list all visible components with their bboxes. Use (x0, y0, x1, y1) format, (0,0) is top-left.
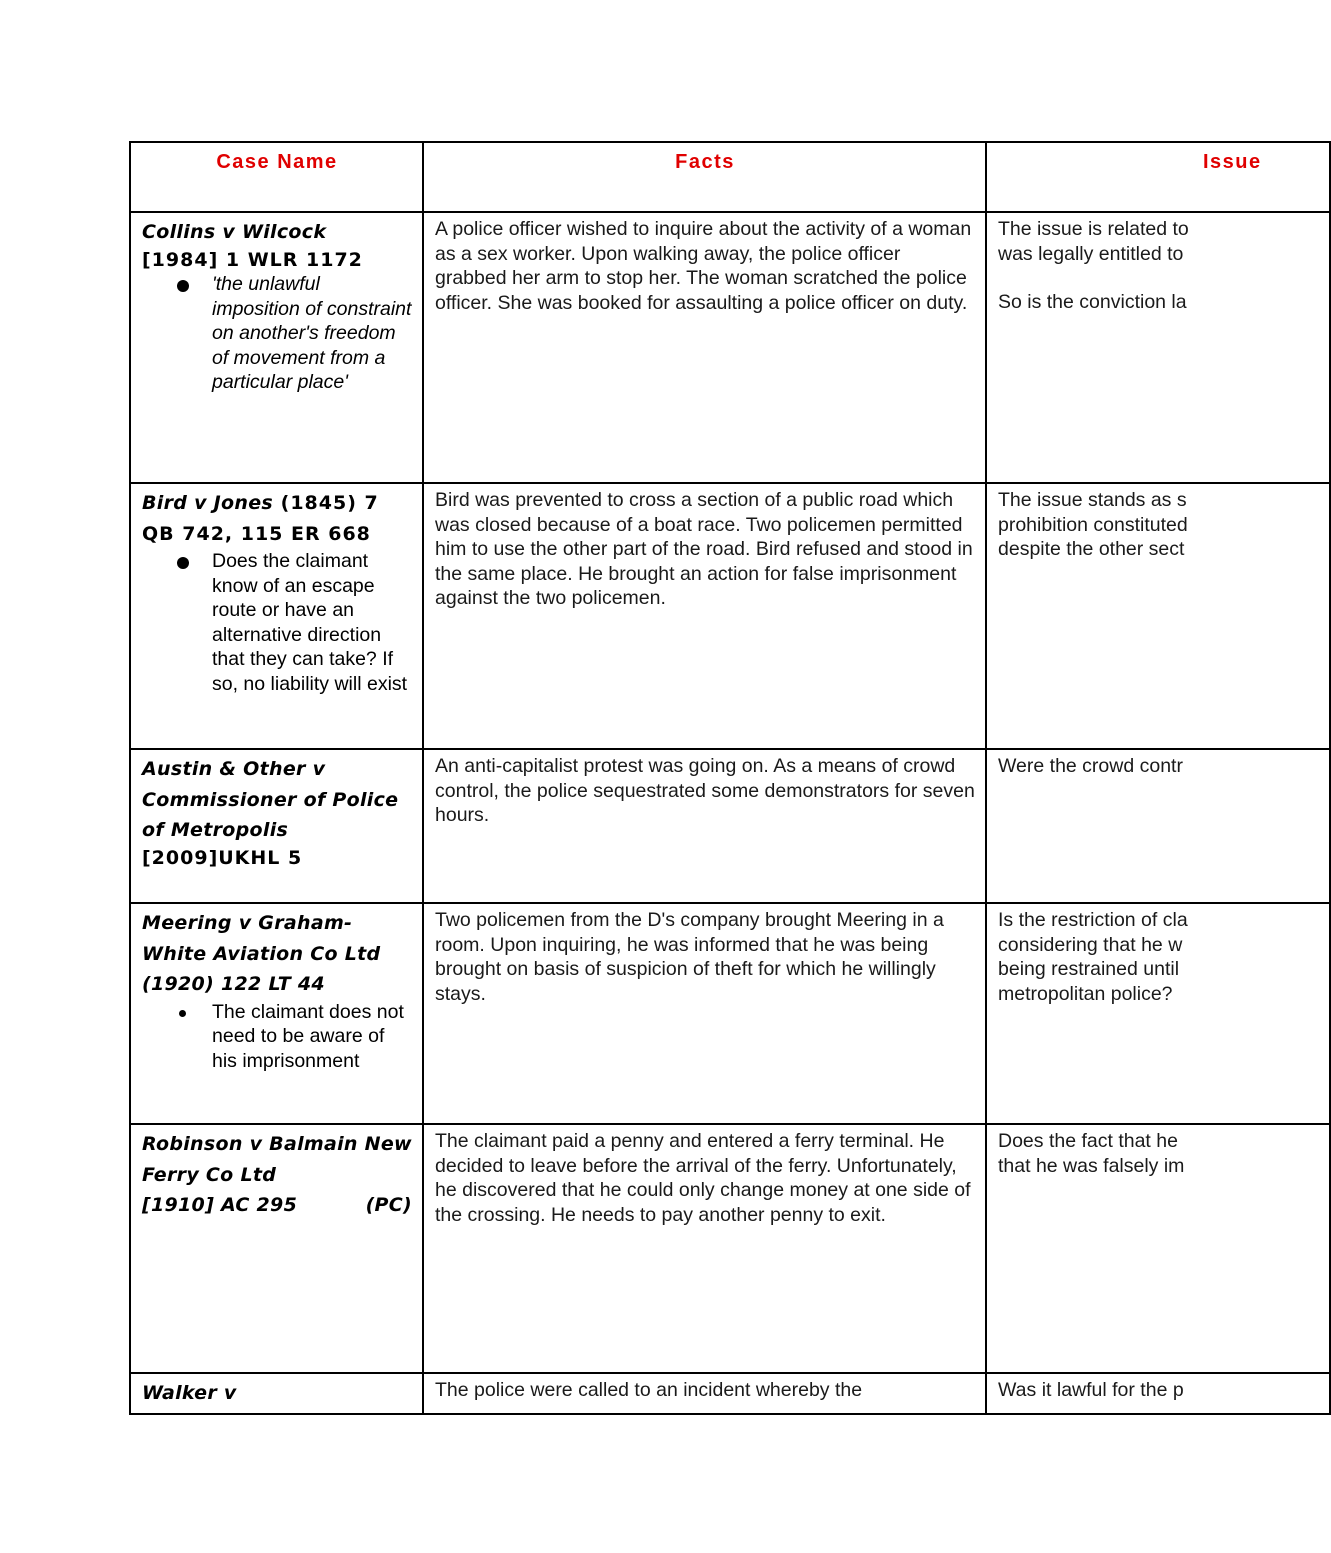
table-row (130, 749, 1330, 903)
case-name: Collins v Wilcock (142, 221, 327, 243)
case-cell (130, 1124, 423, 1373)
facts-cell: The claimant paid a penny and entered a ferry terminal. He decided to leave before the arrival of the ferry. Unfortunately, he discovered that he could only change money at one side of the crossing. He needs to pay another penny to exit. (423, 1124, 986, 1373)
issue-line: Is the restriction of cla (998, 909, 1188, 931)
case-cell (130, 903, 423, 1124)
issue-line: Does the fact that he (998, 1130, 1178, 1152)
case-notes (142, 549, 412, 697)
case-notes (142, 272, 412, 395)
table-row (130, 1373, 1330, 1414)
case-cell (130, 212, 423, 483)
issue-cell (986, 903, 1330, 1124)
table-row (130, 903, 1330, 1124)
header-issue: Issue (986, 142, 1330, 212)
issue-line: metropolitan police? (998, 982, 1173, 1005)
case-notes (142, 1000, 412, 1074)
case-citation: (1845) 7 QB 742, 115 ER 668 (142, 492, 379, 545)
case-cell (130, 1373, 423, 1414)
issue-line: The issue stands as s (998, 489, 1187, 511)
issue-cell (986, 1373, 1330, 1414)
issue-line: The issue is related to (998, 218, 1189, 240)
case-name: Austin & Other v Commissioner of Police of Metropolis (142, 758, 399, 841)
case-note: 'the unlawful imposition of constraint on another's freedom of movement from a particular place' (212, 273, 412, 394)
header-facts: Facts (423, 142, 986, 212)
issue-line: So is the conviction la (998, 291, 1187, 314)
case-cell (130, 483, 423, 749)
issue-cell (986, 749, 1330, 903)
issue-line: Was it lawful for the p (998, 1379, 1184, 1401)
issue-line: considering that he w (998, 933, 1183, 956)
issue-cell (986, 212, 1330, 483)
case-citation: (1920) 122 LT 44 (142, 973, 325, 995)
facts-cell: Two policemen from the D's company brought Meering in a room. Upon inquiring, he was informed that he was being brought on basis of suspicion of theft for which he willingly stays. (423, 903, 986, 1124)
case-name: Bird v Jones (142, 492, 274, 514)
issue-cell (986, 483, 1330, 749)
facts-cell: The police were called to an incident whereby the (423, 1373, 986, 1414)
issue-line: prohibition constituted (998, 513, 1188, 536)
facts-cell: An anti-capitalist protest was going on. As a means of crowd control, the police sequestrated some demonstrators for seven hours. (423, 749, 986, 903)
case-note: The claimant does not need to be aware of his imprisonment (212, 1000, 412, 1074)
table-row (130, 483, 1330, 749)
header-case-name: Case Name (130, 142, 423, 212)
header-row (130, 142, 1330, 212)
facts-cell: A police officer wished to inquire about the activity of a woman as a sex worker. Upon walking away, the police officer grabbed her arm to stop her. The woman scratched the police officer. She was booked for assaulting a police officer on duty. (423, 212, 986, 483)
case-name: Robinson v Balmain New Ferry Co Ltd (142, 1133, 412, 1186)
table-row (130, 212, 1330, 483)
case-note: Does the claimant know of an escape route or have an alternative direction that they can take? If so, no liability will exist (212, 549, 412, 697)
case-table (129, 141, 1331, 1415)
issue-line: Were the crowd contr (998, 755, 1183, 777)
issue-line: being restrained until (998, 958, 1180, 981)
case-name: Walker v (142, 1382, 237, 1404)
case-citation: [1984] 1 WLR 1172 (142, 248, 363, 271)
case-name: Meering v Graham-White Aviation Co Ltd (142, 912, 381, 965)
facts-cell: Bird was prevented to cross a section of a public road which was closed because of a boat race. Two policemen permitted him to use the other part of the road. Bird refused and stood in the same place. He brought an action for false imprisonment against the two policemen. (423, 483, 986, 749)
case-court: (PC) (365, 1194, 412, 1216)
table-row (130, 1124, 1330, 1373)
case-citation: [2009]UKHL 5 (142, 846, 303, 869)
issue-cell (986, 1124, 1330, 1373)
case-citation: [1910] AC 295 (142, 1194, 298, 1216)
case-cell (130, 749, 423, 903)
issue-line: despite the other sect (998, 538, 1185, 561)
issue-line: was legally entitled to (998, 242, 1184, 265)
issue-line: that he was falsely im (998, 1154, 1185, 1177)
